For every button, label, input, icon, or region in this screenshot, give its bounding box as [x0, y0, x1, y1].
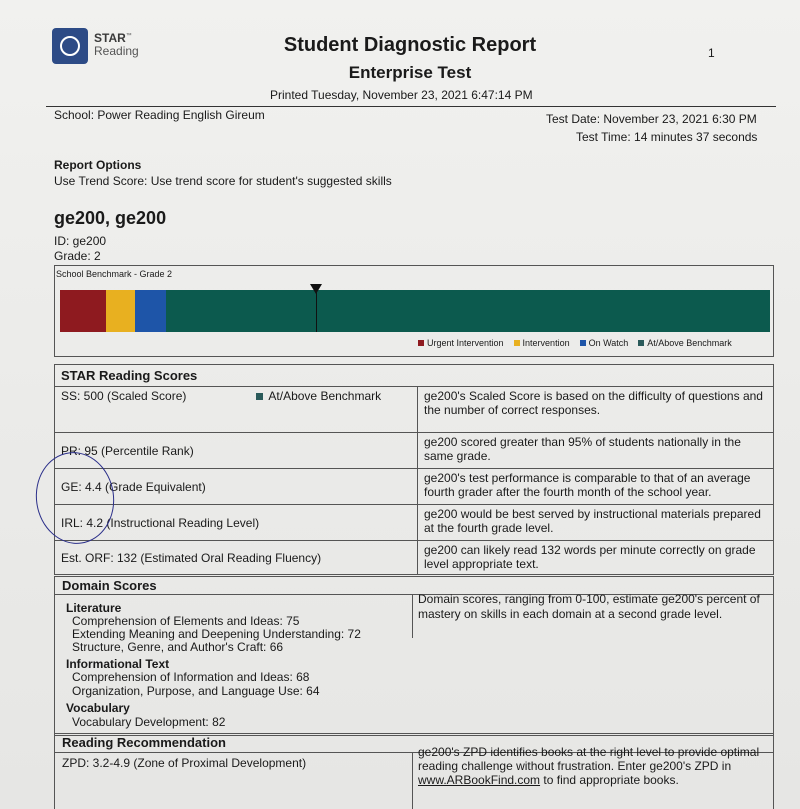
- printed-date: Printed Tuesday, November 23, 2021 6:47:14 PM: [270, 88, 533, 102]
- arbookfind-link[interactable]: www.ARBookFind.com: [418, 773, 541, 787]
- student-name: ge200, ge200: [54, 208, 167, 228]
- score-label: Est. ORF: 132 (Estimated Oral Reading Fluency): [55, 541, 418, 575]
- page-number: 1: [708, 46, 715, 60]
- report-title: Student Diagnostic Report: [283, 34, 537, 56]
- list-item: Extending Meaning and Deepening Understanding: 72: [72, 627, 361, 641]
- zpd-range: ZPD: 3.2-4.9 (Zone of Proximal Development): [62, 756, 307, 770]
- table-row: [55, 541, 774, 575]
- score-label: SS: 500 (Scaled Score): [61, 389, 187, 403]
- benchmark-bar: [60, 290, 770, 332]
- score-label: GE: 4.4 (Grade Equivalent): [55, 469, 418, 505]
- list-item: Comprehension of Information and Ideas: 68: [72, 670, 310, 684]
- school-name: School: Power Reading English Gireum: [54, 108, 265, 122]
- score-desc: ge200's Scaled Score is based on the difficulty of questions and the number of correct responses.: [418, 387, 774, 433]
- recommendation-heading: Reading Recommendation: [62, 735, 226, 750]
- legend-swatch-icon: [638, 340, 644, 346]
- benchmark-segment: [166, 290, 770, 332]
- benchmark-segment: [60, 290, 106, 332]
- legend-swatch-icon: [514, 340, 520, 346]
- logo-text: STAR™ Reading: [94, 31, 139, 58]
- benchmark-square-icon: [256, 393, 263, 400]
- list-item: Vocabulary Development: 82: [72, 715, 226, 729]
- vocabulary-heading: Vocabulary: [66, 701, 130, 715]
- report-options-heading: Report Options: [54, 158, 142, 172]
- benchmark-segment: [106, 290, 134, 332]
- score-desc: ge200 would be best served by instructional materials prepared at the fourth grade level.: [418, 505, 774, 541]
- test-time: Test Time: 14 minutes 37 seconds: [576, 130, 758, 144]
- student-grade: Grade: 2: [54, 249, 101, 263]
- score-label: IRL: 4.2 (Instructional Reading Level): [55, 505, 418, 541]
- recommendation-col-divider: [412, 752, 413, 809]
- score-desc: ge200 can likely read 132 words per minute correctly on grade level appropriate text.: [418, 541, 774, 575]
- table-row: [55, 505, 774, 541]
- report-subtitle: Enterprise Test: [348, 63, 472, 82]
- score-label: PR: 95 (Percentile Rank): [55, 433, 418, 469]
- domain-divider: [412, 594, 413, 638]
- benchmark-segment: [135, 290, 167, 332]
- legend-label: On Watch: [588, 338, 629, 348]
- score-marker-line: [316, 292, 317, 332]
- test-date: Test Date: November 23, 2021 6:30 PM: [546, 112, 757, 126]
- zpd-desc: ge200's ZPD identifies books at the right level to provide optimal reading challenge without frustration. Enter ge200's ZPD in www.ARBookFind.com to find appropriate books.: [418, 745, 760, 787]
- benchmark-badge: At/Above Benchmark: [268, 389, 382, 403]
- table-row: [55, 469, 774, 505]
- student-id: ID: ge200: [54, 234, 107, 248]
- domain-heading: Domain Scores: [62, 578, 157, 593]
- legend-label: At/Above Benchmark: [647, 338, 732, 348]
- header-divider: [46, 106, 776, 107]
- table-row: [55, 387, 774, 433]
- list-item: Comprehension of Elements and Ideas: 75: [72, 614, 300, 628]
- legend-label: Intervention: [522, 338, 570, 348]
- list-item: Structure, Genre, and Author's Craft: 66: [72, 640, 284, 654]
- legend-label: Urgent Intervention: [427, 338, 504, 348]
- star-scores-table: [54, 364, 774, 575]
- benchmark-legend: [418, 338, 742, 348]
- score-desc: ge200 scored greater than 95% of students nationally in the same grade.: [418, 433, 774, 469]
- report-options-text: Use Trend Score: Use trend score for student's suggested skills: [54, 174, 392, 188]
- star-scores-heading: STAR Reading Scores: [55, 365, 774, 387]
- legend-swatch-icon: [418, 340, 424, 346]
- list-item: Organization, Purpose, and Language Use: 64: [72, 684, 320, 698]
- benchmark-title: School Benchmark - Grade 2: [56, 269, 173, 279]
- domain-desc: Domain scores, ranging from 0-100, estimate ge200's percent of mastery on skills in each domain at a second grade level.: [418, 592, 760, 621]
- score-desc: ge200's test performance is comparable to that of an average fourth grader after the fourth month of the school year.: [418, 469, 774, 505]
- legend-swatch-icon: [580, 340, 586, 346]
- informational-heading: Informational Text: [66, 657, 170, 671]
- literature-heading: Literature: [66, 601, 122, 615]
- table-row: [55, 433, 774, 469]
